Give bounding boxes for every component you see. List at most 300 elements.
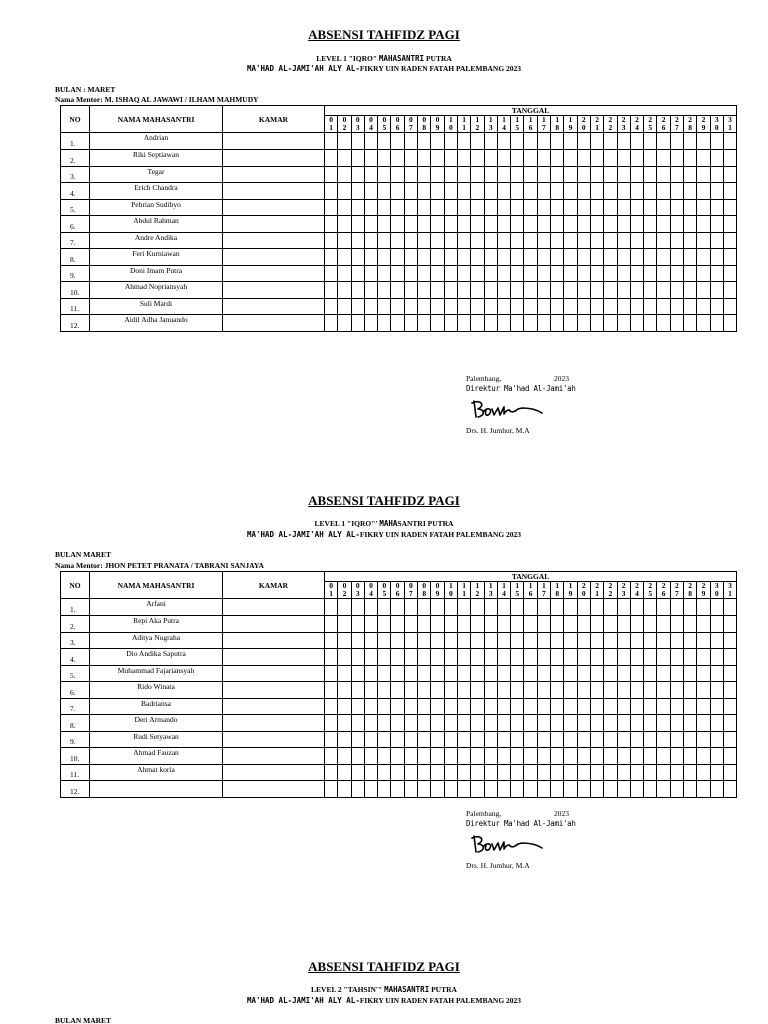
- day-digit-tens: 1: [502, 581, 506, 590]
- attendance-cell: [471, 748, 484, 765]
- attendance-cell: [564, 764, 577, 781]
- attendance-cell: [444, 748, 457, 765]
- attendance-cell: [604, 715, 617, 732]
- attendance-cell: [710, 715, 723, 732]
- attendance-cell: [338, 715, 351, 732]
- attendance-cell: [524, 781, 537, 798]
- attendance-cell: [351, 682, 364, 699]
- sign-place: Palembang,: [466, 374, 502, 383]
- attendance-cell: [444, 715, 457, 732]
- attendance-cell: [457, 265, 470, 282]
- attendance-cell: [338, 183, 351, 200]
- attendance-cell: [564, 183, 577, 200]
- attendance-cell: [590, 781, 603, 798]
- attendance-cell: [723, 298, 736, 315]
- attendance-cell: [551, 632, 564, 649]
- attendance-cell: [617, 315, 630, 332]
- day-digit-tens: 3: [728, 115, 732, 124]
- attendance-cell: [484, 599, 497, 616]
- attendance-cell: [484, 748, 497, 765]
- attendance-cell: [351, 199, 364, 216]
- day-header: [644, 582, 657, 599]
- attendance-cell: [418, 632, 431, 649]
- row-number: 7.: [61, 232, 90, 249]
- attendance-cell: [351, 298, 364, 315]
- day-digit-tens: 1: [448, 115, 453, 124]
- day-digit-tens: 1: [462, 115, 466, 124]
- kamar-cell: [223, 599, 325, 616]
- attendance-cell: [670, 715, 683, 732]
- attendance-cell: [497, 183, 510, 200]
- attendance-cell: [537, 632, 550, 649]
- attendance-cell: [431, 748, 444, 765]
- day-header: [723, 582, 736, 599]
- attendance-cell: [325, 282, 338, 299]
- attendance-cell: [710, 282, 723, 299]
- kamar-cell: [223, 298, 325, 315]
- attendance-cell: [723, 216, 736, 233]
- attendance-cell: [511, 715, 524, 732]
- attendance-cell: [378, 199, 391, 216]
- attendance-cell: [484, 632, 497, 649]
- day-digit-tens: 2: [621, 115, 626, 124]
- day-digit-ones: 2: [342, 123, 347, 132]
- attendance-cell: [644, 166, 657, 183]
- attendance-cell: [524, 715, 537, 732]
- attendance-cell: [684, 199, 697, 216]
- attendance-cell: [444, 282, 457, 299]
- attendance-cell: [537, 616, 550, 633]
- attendance-cell: [710, 781, 723, 798]
- attendance-cell: [657, 649, 670, 666]
- attendance-cell: [404, 298, 417, 315]
- attendance-cell: [364, 183, 377, 200]
- attendance-cell: [497, 781, 510, 798]
- attendance-cell: [484, 232, 497, 249]
- attendance-cell: [564, 216, 577, 233]
- attendance-cell: [710, 682, 723, 699]
- day-digit-ones: 3: [621, 589, 626, 598]
- attendance-cell: [577, 232, 590, 249]
- attendance-cell: [697, 282, 710, 299]
- attendance-cell: [391, 698, 404, 715]
- attendance-cell: [524, 698, 537, 715]
- attendance-cell: [644, 632, 657, 649]
- month-label: BULAN : MARET: [55, 85, 116, 94]
- attendance-cell: [617, 232, 630, 249]
- day-digit-ones: 2: [608, 589, 613, 598]
- attendance-cell: [723, 698, 736, 715]
- attendance-cell: [364, 216, 377, 233]
- attendance-cell: [644, 781, 657, 798]
- day-header: [457, 582, 470, 599]
- attendance-cell: [577, 649, 590, 666]
- attendance-cell: [524, 282, 537, 299]
- attendance-cell: [723, 649, 736, 666]
- attendance-cell: [484, 216, 497, 233]
- attendance-cell: [551, 698, 564, 715]
- attendance-cell: [551, 764, 564, 781]
- attendance-cell: [710, 199, 723, 216]
- attendance-cell: [511, 682, 524, 699]
- student-name: Aidil Adha Januando: [90, 315, 223, 332]
- attendance-cell: [684, 715, 697, 732]
- attendance-cell: [537, 748, 550, 765]
- attendance-cell: [524, 199, 537, 216]
- table-row: [61, 698, 737, 715]
- attendance-cell: [617, 265, 630, 282]
- table-row: [61, 748, 737, 765]
- attendance-cell: [457, 616, 470, 633]
- attendance-cell: [710, 216, 723, 233]
- attendance-cell: [471, 764, 484, 781]
- day-header: [617, 116, 630, 133]
- attendance-cell: [697, 183, 710, 200]
- day-header: [670, 116, 683, 133]
- attendance-cell: [723, 282, 736, 299]
- attendance-cell: [391, 715, 404, 732]
- attendance-cell: [657, 731, 670, 748]
- day-header: [551, 582, 564, 599]
- attendance-cell: [351, 715, 364, 732]
- kamar-cell: [223, 282, 325, 299]
- day-digit-ones: 9: [435, 123, 440, 132]
- attendance-cell: [577, 665, 590, 682]
- day-digit-ones: 9: [568, 589, 573, 598]
- attendance-cell: [551, 781, 564, 798]
- day-digit-tens: 2: [595, 115, 599, 124]
- day-digit-ones: 6: [661, 589, 666, 598]
- attendance-cell: [551, 216, 564, 233]
- day-digit-ones: 1: [462, 589, 466, 598]
- attendance-cell: [723, 183, 736, 200]
- table-row: [61, 216, 737, 233]
- attendance-cell: [590, 232, 603, 249]
- attendance-cell: [378, 781, 391, 798]
- attendance-cell: [497, 715, 510, 732]
- attendance-cell: [564, 748, 577, 765]
- attendance-cell: [364, 315, 377, 332]
- attendance-cell: [325, 150, 338, 167]
- kamar-cell: [223, 150, 325, 167]
- attendance-cell: [378, 315, 391, 332]
- attendance-cell: [457, 748, 470, 765]
- attendance-cell: [590, 265, 603, 282]
- attendance-cell: [484, 649, 497, 666]
- attendance-cell: [564, 133, 577, 150]
- attendance-cell: [378, 265, 391, 282]
- mentor-label: Nama Mentor: M. ISHAQ AL JAWAWI / ILHAM MAHMUDY: [55, 95, 259, 104]
- attendance-cell: [351, 632, 364, 649]
- attendance-cell: [511, 731, 524, 748]
- row-number: 6.: [61, 682, 90, 699]
- attendance-cell: [418, 748, 431, 765]
- day-header: [684, 582, 697, 599]
- day-header: [404, 582, 417, 599]
- attendance-cell: [484, 150, 497, 167]
- attendance-cell: [364, 166, 377, 183]
- attendance-cell: [444, 166, 457, 183]
- attendance-cell: [564, 649, 577, 666]
- attendance-cell: [697, 133, 710, 150]
- attendance-cell: [378, 682, 391, 699]
- day-digit-tens: 0: [369, 115, 373, 124]
- day-digit-tens: 2: [581, 581, 586, 590]
- header-no: NO: [61, 572, 90, 599]
- table-row: [61, 665, 737, 682]
- attendance-cell: [524, 315, 537, 332]
- attendance-cell: [604, 298, 617, 315]
- attendance-cell: [630, 698, 643, 715]
- kamar-cell: [223, 183, 325, 200]
- attendance-cell: [697, 249, 710, 266]
- attendance-cell: [697, 599, 710, 616]
- day-digit-tens: 2: [581, 115, 586, 124]
- attendance-cell: [497, 265, 510, 282]
- attendance-cell: [710, 731, 723, 748]
- attendance-cell: [657, 315, 670, 332]
- attendance-cell: [457, 682, 470, 699]
- attendance-cell: [418, 764, 431, 781]
- attendance-cell: [577, 781, 590, 798]
- attendance-cell: [684, 748, 697, 765]
- day-digit-tens: 2: [661, 115, 666, 124]
- day-header: [511, 116, 524, 133]
- attendance-cell: [577, 216, 590, 233]
- table-row: [61, 715, 737, 732]
- attendance-cell: [351, 781, 364, 798]
- attendance-cell: [670, 748, 683, 765]
- institution-line: MA'HAD AL-JAMI'AH ALY AL-FIKRY UIN RADEN FATAH PALEMBANG 2023: [246, 996, 522, 1005]
- attendance-cell: [325, 166, 338, 183]
- day-header: [378, 116, 391, 133]
- attendance-cell: [657, 133, 670, 150]
- day-digit-ones: 7: [674, 123, 679, 132]
- attendance-cell: [444, 616, 457, 633]
- attendance-cell: [657, 599, 670, 616]
- row-number: 2.: [61, 616, 90, 633]
- attendance-cell: [644, 315, 657, 332]
- attendance-cell: [564, 199, 577, 216]
- attendance-cell: [537, 599, 550, 616]
- day-digit-ones: 3: [488, 123, 493, 132]
- attendance-cell: [484, 315, 497, 332]
- day-digit-tens: 2: [674, 581, 679, 590]
- attendance-cell: [338, 216, 351, 233]
- attendance-cell: [524, 298, 537, 315]
- attendance-cell: [551, 649, 564, 666]
- attendance-cell: [617, 183, 630, 200]
- attendance-cell: [391, 249, 404, 266]
- attendance-cell: [697, 632, 710, 649]
- attendance-cell: [338, 731, 351, 748]
- kamar-cell: [223, 764, 325, 781]
- day-digit-ones: 4: [635, 589, 639, 598]
- day-digit-tens: 1: [528, 581, 533, 590]
- attendance-cell: [537, 265, 550, 282]
- attendance-cell: [684, 764, 697, 781]
- attendance-cell: [364, 748, 377, 765]
- attendance-cell: [325, 682, 338, 699]
- attendance-cell: [617, 665, 630, 682]
- attendance-cell: [630, 199, 643, 216]
- attendance-cell: [657, 764, 670, 781]
- day-digit-tens: 2: [674, 115, 679, 124]
- attendance-cell: [364, 265, 377, 282]
- attendance-cell: [644, 199, 657, 216]
- attendance-cell: [418, 315, 431, 332]
- attendance-cell: [471, 632, 484, 649]
- attendance-cell: [391, 298, 404, 315]
- attendance-cell: [657, 698, 670, 715]
- student-name: Repi Aka Putra: [90, 616, 223, 633]
- attendance-cell: [670, 282, 683, 299]
- attendance-cell: [444, 649, 457, 666]
- row-number: 11.: [61, 764, 90, 781]
- attendance-cell: [577, 265, 590, 282]
- attendance-cell: [457, 133, 470, 150]
- row-number: 3.: [61, 166, 90, 183]
- attendance-cell: [325, 216, 338, 233]
- attendance-cell: [723, 315, 736, 332]
- day-digit-ones: 1: [329, 123, 334, 132]
- attendance-cell: [723, 632, 736, 649]
- attendance-cell: [723, 731, 736, 748]
- attendance-cell: [657, 682, 670, 699]
- attendance-cell: [484, 682, 497, 699]
- attendance-cell: [471, 616, 484, 633]
- attendance-cell: [524, 616, 537, 633]
- attendance-cell: [710, 698, 723, 715]
- attendance-cell: [497, 166, 510, 183]
- day-digit-tens: 0: [422, 581, 427, 590]
- day-digit-ones: 1: [728, 589, 732, 598]
- table-row: [61, 183, 737, 200]
- attendance-cell: [444, 249, 457, 266]
- attendance-cell: [431, 133, 444, 150]
- attendance-cell: [338, 599, 351, 616]
- attendance-cell: [617, 715, 630, 732]
- level-line: LEVEL 1 "IQRO"' MAHASANTRI PUTRA: [314, 519, 454, 528]
- day-digit-ones: 7: [542, 123, 546, 132]
- day-digit-tens: 0: [329, 581, 334, 590]
- day-digit-tens: 3: [714, 115, 719, 124]
- attendance-cell: [697, 682, 710, 699]
- attendance-cell: [723, 781, 736, 798]
- row-number: 9.: [61, 265, 90, 282]
- attendance-cell: [657, 216, 670, 233]
- attendance-cell: [524, 133, 537, 150]
- attendance-cell: [511, 599, 524, 616]
- day-header: [364, 116, 377, 133]
- attendance-cell: [604, 682, 617, 699]
- day-header: [644, 116, 657, 133]
- attendance-cell: [484, 199, 497, 216]
- attendance-cell: [577, 731, 590, 748]
- attendance-cell: [391, 599, 404, 616]
- attendance-cell: [670, 682, 683, 699]
- attendance-cell: [590, 249, 603, 266]
- student-name: Arfani: [90, 599, 223, 616]
- attendance-cell: [590, 298, 603, 315]
- attendance-cell: [511, 649, 524, 666]
- attendance-cell: [497, 315, 510, 332]
- attendance-cell: [431, 682, 444, 699]
- attendance-cell: [590, 150, 603, 167]
- attendance-cell: [431, 781, 444, 798]
- attendance-cell: [577, 298, 590, 315]
- row-number: 1.: [61, 133, 90, 150]
- attendance-cell: [364, 133, 377, 150]
- attendance-cell: [684, 632, 697, 649]
- attendance-cell: [630, 265, 643, 282]
- day-header: [590, 582, 603, 599]
- attendance-cell: [404, 764, 417, 781]
- attendance-cell: [431, 715, 444, 732]
- attendance-cell: [710, 249, 723, 266]
- day-digit-ones: 3: [355, 123, 360, 132]
- attendance-cell: [444, 298, 457, 315]
- attendance-cell: [364, 665, 377, 682]
- attendance-cell: [338, 698, 351, 715]
- day-digit-ones: 5: [382, 123, 387, 132]
- attendance-cell: [551, 616, 564, 633]
- attendance-cell: [617, 298, 630, 315]
- day-digit-tens: 0: [395, 581, 400, 590]
- attendance-cell: [604, 698, 617, 715]
- signature-image: [466, 832, 546, 858]
- attendance-cell: [471, 665, 484, 682]
- attendance-cell: [471, 715, 484, 732]
- attendance-cell: [444, 216, 457, 233]
- attendance-cell: [564, 731, 577, 748]
- attendance-cell: [404, 199, 417, 216]
- kamar-cell: [223, 232, 325, 249]
- day-digit-ones: 4: [502, 123, 506, 132]
- director-name: Drs. H. Jumhur, M.A: [466, 426, 530, 435]
- attendance-cell: [364, 232, 377, 249]
- day-digit-ones: 0: [714, 589, 719, 598]
- attendance-cell: [670, 265, 683, 282]
- attendance-cell: [457, 249, 470, 266]
- attendance-cell: [338, 249, 351, 266]
- day-digit-tens: 1: [515, 581, 520, 590]
- table-row: [61, 298, 737, 315]
- attendance-cell: [431, 265, 444, 282]
- attendance-cell: [471, 315, 484, 332]
- attendance-cell: [418, 216, 431, 233]
- attendance-cell: [391, 315, 404, 332]
- attendance-cell: [710, 665, 723, 682]
- attendance-cell: [697, 715, 710, 732]
- attendance-cell: [684, 649, 697, 666]
- attendance-cell: [351, 216, 364, 233]
- attendance-cell: [604, 216, 617, 233]
- attendance-cell: [604, 282, 617, 299]
- attendance-cell: [497, 599, 510, 616]
- attendance-cell: [431, 150, 444, 167]
- kamar-cell: [223, 731, 325, 748]
- attendance-cell: [630, 249, 643, 266]
- attendance-cell: [684, 682, 697, 699]
- day-digit-ones: 9: [435, 589, 440, 598]
- attendance-cell: [484, 282, 497, 299]
- attendance-cell: [511, 249, 524, 266]
- attendance-cell: [617, 133, 630, 150]
- student-name: Rudi Setyawan: [90, 731, 223, 748]
- attendance-cell: [617, 166, 630, 183]
- attendance-cell: [630, 649, 643, 666]
